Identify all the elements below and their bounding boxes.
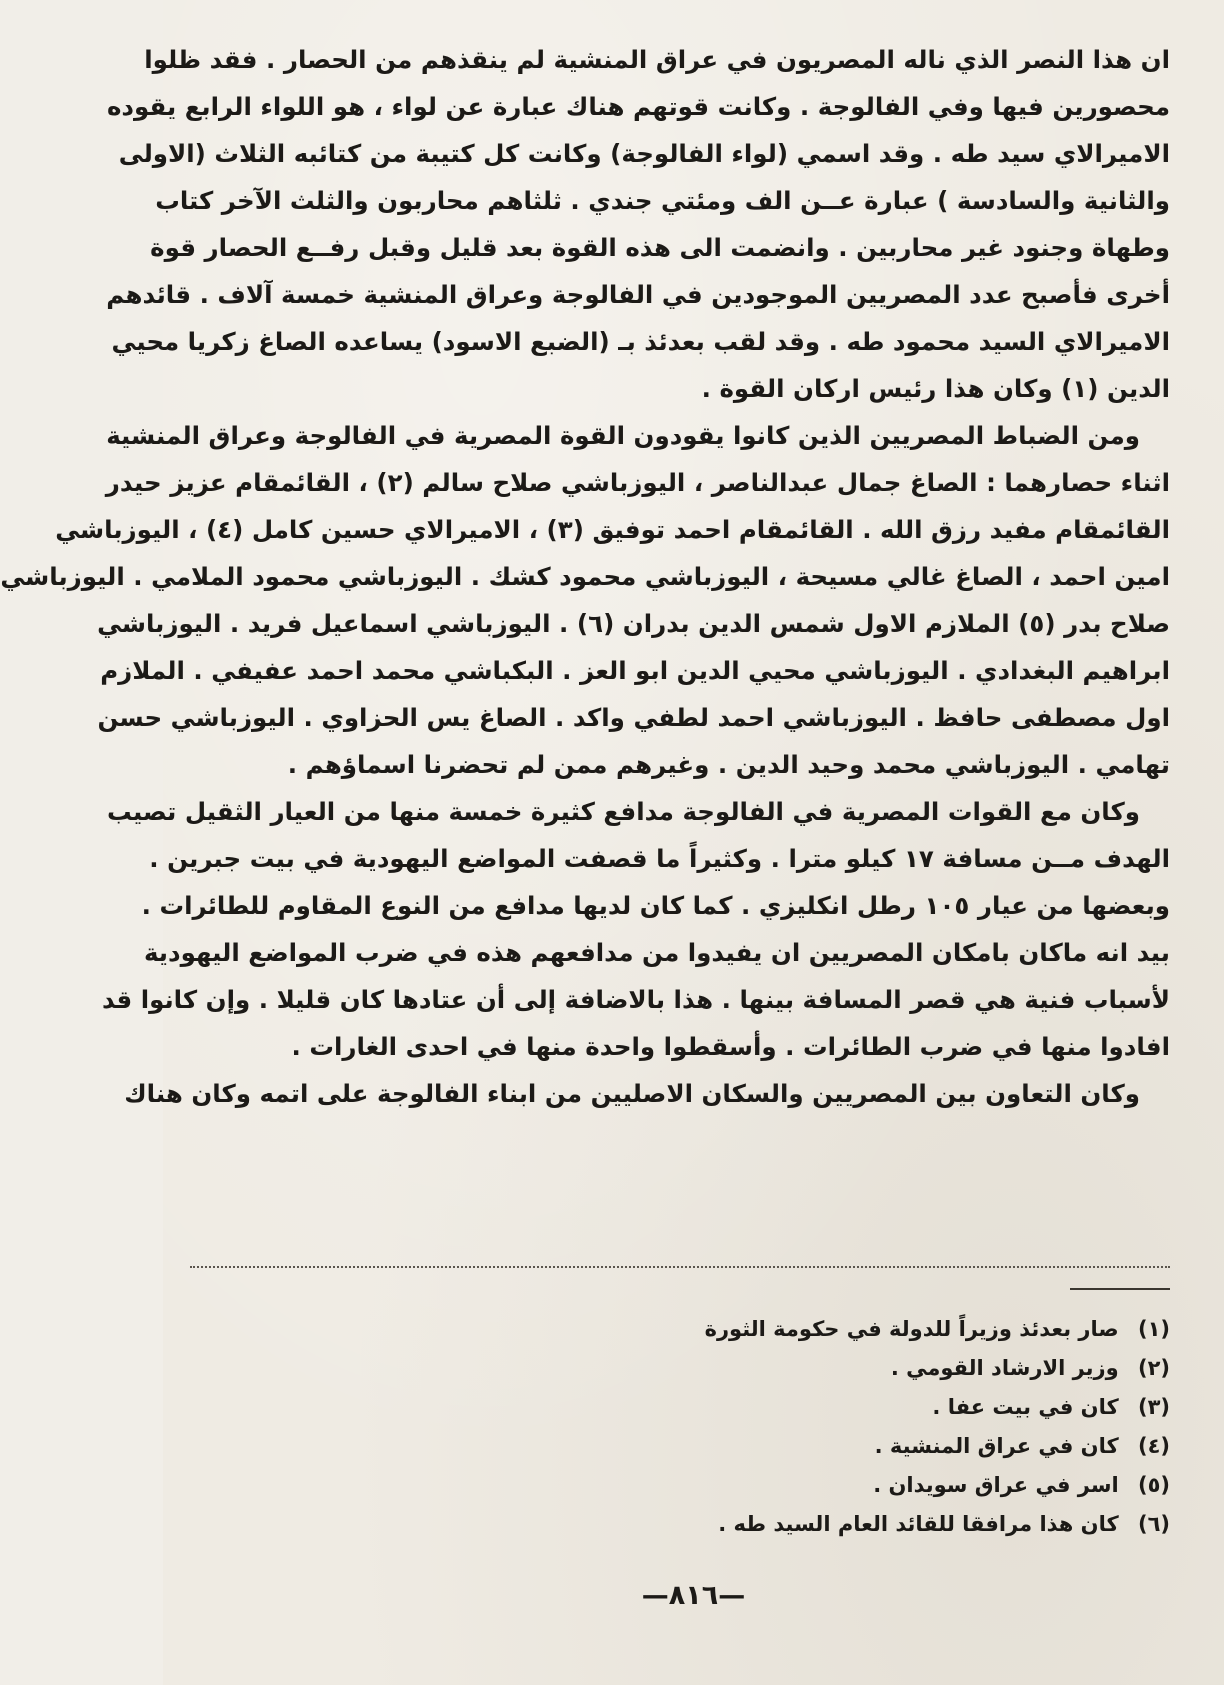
text-line: أخرى فأصبح عدد المصريين الموجودين في الفالوجة وعراق المنشية خمسة آلاف . قائدهم	[106, 280, 1170, 309]
main-text	[0, 36, 1170, 1117]
text-line: بيد انه ماكان بامكان المصريين ان يفيدوا من مدافعهم هذه في ضرب المواضع اليهودية	[143, 938, 1170, 967]
footnote-rule	[1070, 1288, 1170, 1290]
text-line: اول مصطفى حافظ . اليوزباشي احمد لطفي واكد . الصاغ يس الحزاوي . اليوزباشي حسن	[97, 703, 1170, 732]
text-line: ومن الضباط المصريين الذين كانوا يقودون القوة المصرية في الفالوجة وعراق المنشية	[106, 421, 1140, 450]
text-line: والثانية والسادسة ) عبارة عــن الف ومئتي جندي . ثلثاهم محاربون والثلث الآخر كتاب	[155, 186, 1170, 215]
footnote-item	[470, 1349, 1170, 1388]
text-line: صلاح بدر (٥) الملازم الاول شمس الدين بدران (٦) . اليوزباشي اسماعيل فريد . اليوزباشي	[97, 609, 1170, 638]
footnote-text: وزير الارشاد القومي .	[890, 1356, 1119, 1380]
text-line: ابراهيم البغدادي . اليوزباشي محيي الدين ابو العز . البكباشي محمد احمد عفيفي . الملازم	[100, 656, 1170, 685]
text-line: الدين (١) وكان هذا رئيس اركان القوة .	[701, 374, 1170, 403]
footnote-number: (٤)	[1137, 1434, 1170, 1458]
footnote-text: كان في عراق المنشية .	[874, 1434, 1119, 1458]
text-line: ان هذا النصر الذي ناله المصريون في عراق المنشية لم ينقذهم من الحصار . فقد ظلوا	[144, 45, 1170, 74]
footnote-item	[470, 1388, 1170, 1427]
footnote-number: (٥)	[1137, 1473, 1170, 1497]
text-line: محصورين فيها وفي الفالوجة . وكانت قوتهم هناك عبارة عن لواء ، هو اللواء الرابع يقوده	[106, 92, 1170, 121]
footnote-number: (٢)	[1137, 1356, 1170, 1380]
text-line: وكان مع القوات المصرية في الفالوجة مدافع كثيرة خمسة منها من العيار الثقيل تصيب	[107, 797, 1140, 826]
paragraph-1	[106, 36, 1170, 412]
text-line: القائمقام مفيد رزق الله . القائمقام احمد توفيق (٣) ، الاميرالاي حسين كامل (٤) ، اليوزباشي	[55, 515, 1170, 544]
footnote-text: اسر في عراق سويدان .	[873, 1473, 1119, 1497]
footnote-item	[470, 1466, 1170, 1505]
page-number: —٨١٦—	[641, 1580, 746, 1611]
footnote-number: (٦)	[1137, 1512, 1170, 1536]
footnote-number: (١)	[1137, 1317, 1170, 1341]
footnotes-list	[470, 1310, 1170, 1544]
paragraph-3	[102, 788, 1170, 1070]
text-line: لأسباب فنية هي قصر المسافة بينها . هذا بالاضافة إلى أن عتادها كان قليلا . وإن كانوا قد	[102, 985, 1170, 1014]
paragraph-2	[0, 412, 1170, 788]
footnote-number: (٣)	[1137, 1395, 1170, 1419]
footnote-text: كان في بيت عفا .	[932, 1395, 1119, 1419]
text-line: وبعضها من عيار ١٠٥ رطل انكليزي . كما كان لديها مدافع من النوع المقاوم للطائرات .	[141, 891, 1170, 920]
text-line: الاميرالاي سيد طه . وقد اسمي (لواء الفالوجة) وكانت كل كتيبة من كتائبه الثلاث (الاولى	[118, 139, 1170, 168]
dotted-separator	[190, 1266, 1170, 1268]
footnote-item	[470, 1505, 1170, 1544]
text-line: الهدف مــن مسافة ١٧ كيلو مترا . وكثيراً ما قصفت المواضع اليهودية في بيت جبرين .	[149, 844, 1170, 873]
text-line: امين احمد ، الصاغ غالي مسيحة ، اليوزباشي محمود كشك . اليوزباشي محمود الملامي . اليوزباشي	[0, 562, 1170, 591]
text-line: وكان التعاون بين المصريين والسكان الاصليين من ابناء الفالوجة على اتمه وكان هناك	[124, 1079, 1140, 1108]
footnote-item	[470, 1427, 1170, 1466]
text-line: وطهاة وجنود غير محاربين . وانضمت الى هذه القوة بعد قليل وقبل رفــع الحصار قوة	[150, 233, 1170, 262]
text-line: اثناء حصارهما : الصاغ جمال عبدالناصر ، اليوزباشي صلاح سالم (٢) ، القائمقام عزيز حيدر	[105, 468, 1170, 497]
paragraph-4	[124, 1070, 1170, 1117]
footnote-item	[470, 1310, 1170, 1349]
text-line: تهامي . اليوزباشي محمد وحيد الدين . وغيرهم ممن لم تحضرنا اسماؤهم .	[287, 750, 1170, 779]
text-line: افادوا منها في ضرب الطائرات . وأسقطوا واحدة منها في احدى الغارات .	[291, 1032, 1170, 1061]
text-line: الاميرالاي السيد محمود طه . وقد لقب بعدئذ بـ (الضبع الاسود) يساعده الصاغ زكريا محيي	[111, 327, 1170, 356]
footnote-text: صار بعدئذ وزيراً للدولة في حكومة الثورة	[704, 1317, 1119, 1341]
footnote-text: كان هذا مرافقا للقائد العام السيد طه .	[718, 1512, 1119, 1536]
